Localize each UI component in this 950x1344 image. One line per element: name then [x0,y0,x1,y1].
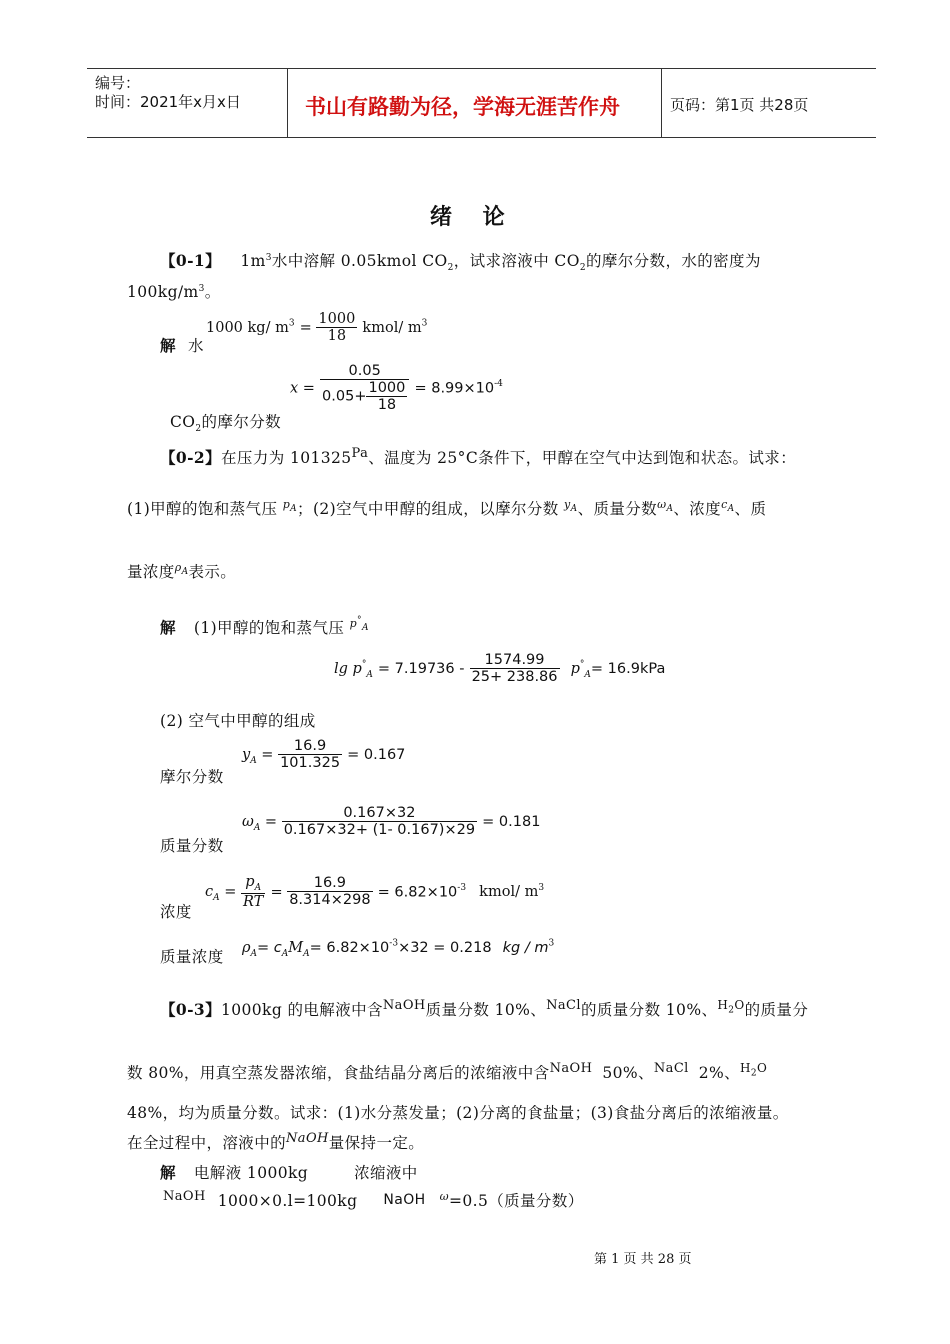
header-table [87,68,876,138]
equation-mass-concentration: $\rho_A= c_AM_A= 6.82\times 10^{-3}\times 32 = 0.218$ kg / $m^3$ [242,938,555,960]
problem-0-2-line1: 【0-2】在压力为 $101325^{Pa}$、温度为 25°C条件下，甲醇在空气中达到饱和状态。试求： [160,446,797,468]
solution-0-2-part1: 解 (1)甲醇的饱和蒸气压 $^{p^\circ_A}$ [160,615,369,637]
co2-mole-fraction-label: $CO_2$的摩尔分数 [170,413,282,435]
solution-0-3-line2: $^{NaOH}$ 1000×0.l=100kg NaOH $^\omega$=0.5（质量分数） [163,1189,584,1211]
header-page: 页码：第1页 共28页 [670,96,809,114]
problem-0-3-line4: 在全过程中，溶液中的$^{NaOH}$量保持一定。 [127,1131,425,1153]
header-divider [661,69,662,137]
problem-0-3-line3: 48%，均为质量分数。试求：(1)水分蒸发量；(2)分离的食盐量；(3)食盐分离后的浓缩液量。 [127,1104,789,1122]
header-divider [287,69,288,137]
mass-fraction-label: 质量分数 [160,837,224,855]
solution-label: 解 [160,336,176,355]
mole-fraction-label: 摩尔分数 [160,768,224,786]
problem-0-3-line2: 数 80%，用真空蒸发器浓缩，食盐结晶分离后的浓缩液中含$^{NaOH}$ 50%、$^{NaCl}$ 2%、$^{H_2O}$ [127,1061,768,1083]
concentration-label: 浓度 [160,903,192,921]
equation-concentration: $c_A$ = $\frac{p_A}{RT}$ = $\frac{16.9}{8.314\times 298}$ = $6.82\times 10^{-3}$ kmol/ $m^3$ [205,874,545,910]
problem-0-3-line1: 【0-3】1000kg 的电解液中含$^{NaOH}$质量分数 10%、$^{NaCl}$的质量分数 10%、$^{H_2O}$的质量分 [160,998,809,1020]
header-number: 编号： [95,74,141,92]
equation-mass-fraction: $\omega_A$ = $\frac{0.167\times 32}{0.167\times 32+ (1- 0.167)\times 29}$ = 0.181 [242,805,541,838]
equation-antoine: $\lg p^\circ_A = 7.19736$ - $\frac{1574.99}{25+ 238.86}$ $p^\circ_A= 16.9kPa$ [334,652,666,685]
header-time: 时间：2021年x月x日 [95,93,241,111]
page-title: 绪 论 [430,205,505,230]
water-label: 水 [188,337,204,355]
equation-water-density: 1000 kg/ $m^3$ = $\frac{1000}{18}$ kmol/ $m^3$ [206,311,428,344]
equation-mole-fraction: x = 0.05 0.05+ $\frac{1000}{18}$ = $8.99\times 10^{-4}$ [290,363,503,413]
problem-0-2-line2: (1)甲醇的饱和蒸气压 $^{p_A}$；(2)空气中甲醇的组成，以摩尔分数 $^{y_A}$、质量分数$^{\omega_A}$、浓度$^{c_A}$、质 [127,497,767,518]
problem-0-1-line1: 【0-1】 $1m^3$水中溶解 0.05kmol $CO_2$，试求溶液中 $CO_2$的摩尔分数，水的密度为 [160,251,761,274]
problem-0-2-line3: 量浓度$^{\rho_A}$表示。 [127,560,237,581]
header-motto: 书山有路勤为径，学海无涯苦作舟 [305,95,620,119]
solution-0-3-line1: 解 电解液 1000kg 浓缩液中 [160,1163,418,1182]
problem-0-1-line2: $100kg/m^3$。 [127,283,221,301]
mass-concentration-label: 质量浓度 [160,948,224,966]
page-footer: 第 1 页 共 28 页 [594,1252,692,1267]
equation-mole-fraction-ya: $y_A$ = $\frac{16.9}{101.325}$ = 0.167 [242,738,406,771]
solution-0-2-part2: (2) 空气中甲醇的组成 [160,712,316,730]
